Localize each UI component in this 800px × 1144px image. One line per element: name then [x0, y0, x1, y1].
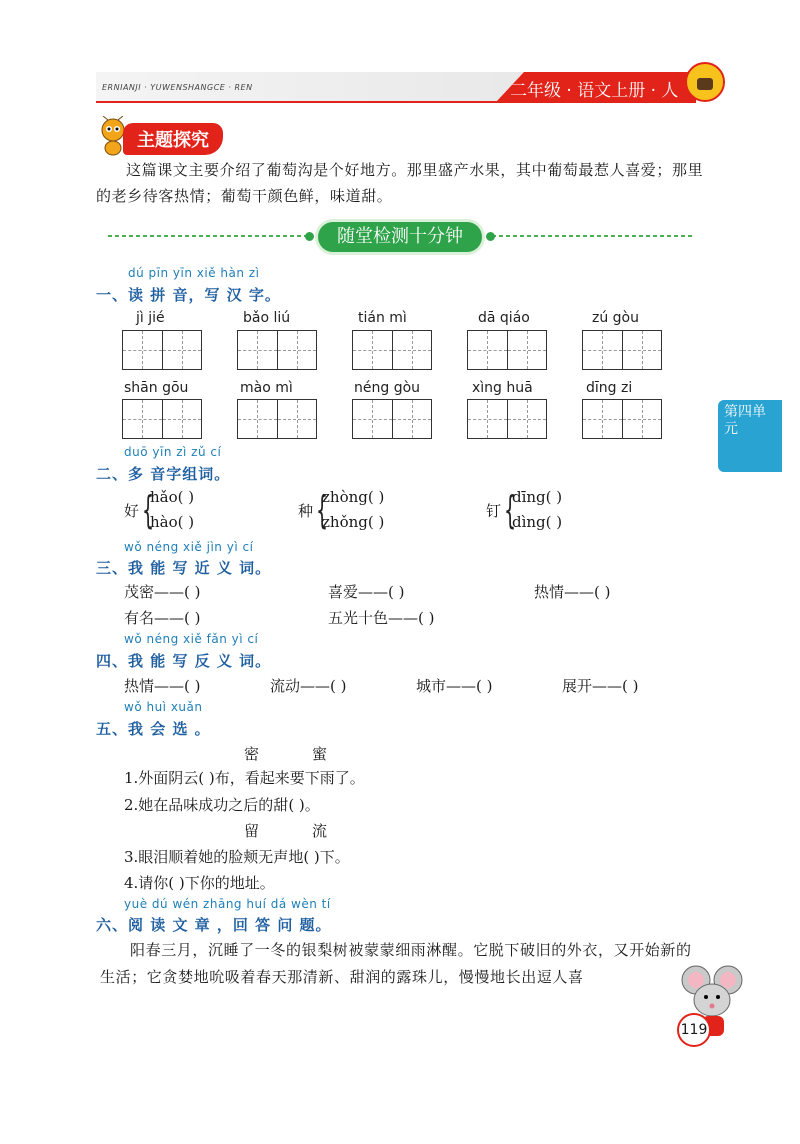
- s2-char: 好: [124, 502, 140, 520]
- brace-icon: {: [504, 488, 517, 532]
- synonym-item[interactable]: 茂密——( ): [124, 583, 201, 601]
- writing-grid[interactable]: [122, 399, 202, 439]
- reading-passage: 阳春三月，沉睡了一冬的银梨树被蒙蒙细雨淋醒。它脱下破旧的外衣，又开始新的生活；它贪婪地吮吸着春天那清新、甜润的露珠儿，慢慢地长出逗人喜: [100, 941, 692, 986]
- writing-grid[interactable]: [582, 330, 662, 370]
- fill-sentence[interactable]: 1.外面阴云( )布，看起来要下雨了。: [124, 769, 365, 787]
- s1-pinyin-label: tián mì: [358, 310, 407, 326]
- s5-pinyin: wǒ huì xuǎn: [124, 700, 203, 714]
- header-grade-text: 二年级 · 语文上册 · 人: [510, 81, 679, 101]
- writing-grid[interactable]: [352, 399, 432, 439]
- s2-reading[interactable]: zhǒng( ): [322, 513, 385, 531]
- synonym-item[interactable]: 有名——( ): [124, 609, 201, 627]
- fill-sentence[interactable]: 3.眼泪顺着她的脸颊无声地( )下。: [124, 848, 350, 866]
- s2-reading[interactable]: hào( ): [150, 513, 195, 531]
- writing-grid[interactable]: [122, 330, 202, 370]
- choice-char: 流: [312, 822, 328, 840]
- s4-pinyin: wǒ néng xiě fǎn yì cí: [124, 632, 259, 646]
- section-banner: 随堂检测十分钟: [318, 222, 482, 252]
- writing-grid[interactable]: [467, 330, 547, 370]
- s1-pinyin-label: zú gòu: [592, 310, 639, 326]
- s3-title: 三、我 能 写 近 义 词。: [96, 559, 272, 577]
- antonym-item[interactable]: 热情——( ): [124, 677, 201, 695]
- writing-grid[interactable]: [352, 330, 432, 370]
- s1-pinyin: dú pīn yīn xiě hàn zì: [128, 266, 260, 280]
- fill-sentence[interactable]: 4.请你( )下你的地址。: [124, 874, 275, 892]
- s2-reading[interactable]: zhòng( ): [322, 488, 385, 506]
- s3-pinyin: wǒ néng xiě jìn yì cí: [124, 540, 254, 554]
- banner-right-line: [492, 235, 692, 237]
- s1-pinyin-label: mào mì: [240, 380, 293, 396]
- antonym-item[interactable]: 城市——( ): [416, 677, 493, 695]
- s1-title: 一、读 拼 音，写 汉 字。: [96, 286, 281, 304]
- s1-pinyin-label: néng gòu: [354, 380, 421, 396]
- banner-left-dot: [305, 232, 314, 241]
- s2-title: 二、多 音字组词。: [96, 465, 231, 483]
- banner-left-line: [108, 235, 308, 237]
- unit-side-tab: 第四单元: [718, 400, 782, 472]
- s1-pinyin-label: xìng huā: [472, 380, 533, 396]
- s2-reading[interactable]: dīng( ): [512, 488, 563, 506]
- header-series-text: ERNIANJI · YUWENSHANGCE · REN: [102, 83, 253, 92]
- theme-badge: 主题探究: [123, 123, 223, 155]
- synonym-item[interactable]: 五光十色——( ): [328, 609, 435, 627]
- s1-pinyin-label: dīng zi: [586, 380, 633, 396]
- s5-title: 五、我 会 选 。: [96, 720, 211, 738]
- choice-char: 密: [244, 745, 260, 763]
- s2-pinyin: duō yīn zì zǔ cí: [124, 445, 222, 459]
- header-rule: [96, 101, 696, 103]
- s6-pinyin: yuè dú wén zhāng huí dá wèn tí: [124, 897, 331, 911]
- s4-title: 四、我 能 写 反 义 词。: [96, 652, 272, 670]
- banner-right-dot: [486, 232, 495, 241]
- s2-reading[interactable]: hǎo( ): [150, 488, 195, 506]
- s2-char: 钉: [486, 502, 502, 520]
- page-number: 119: [677, 1013, 711, 1047]
- s1-pinyin-label: bǎo liú: [243, 310, 291, 326]
- s1-pinyin-label: dā qiáo: [478, 310, 530, 326]
- s2-char: 种: [298, 502, 314, 520]
- s1-pinyin-label: jì jié: [136, 310, 165, 326]
- antonym-item[interactable]: 展开——( ): [562, 677, 639, 695]
- logo-emblem-icon: [697, 78, 713, 90]
- s1-pinyin-label: shān gōu: [124, 380, 189, 396]
- antonym-item[interactable]: 流动——( ): [270, 677, 347, 695]
- fill-sentence[interactable]: 2.她在品味成功之后的甜( )。: [124, 796, 320, 814]
- choice-char: 留: [244, 822, 260, 840]
- writing-grid[interactable]: [237, 399, 317, 439]
- choice-char: 蜜: [312, 745, 328, 763]
- s2-reading[interactable]: dìng( ): [512, 513, 563, 531]
- writing-grid[interactable]: [467, 399, 547, 439]
- synonym-item[interactable]: 喜爱——( ): [328, 583, 405, 601]
- writing-grid[interactable]: [582, 399, 662, 439]
- brace-icon: {: [316, 488, 329, 532]
- brace-icon: {: [142, 488, 155, 532]
- theme-text: 这篇课文主要介绍了葡萄沟是个好地方。那里盛产水果，其中葡萄最惹人喜爱；那里的老乡待客热情；葡萄干颜色鲜，味道甜。: [96, 161, 704, 205]
- s6-title: 六、阅 读 文 章 ，回 答 问 题。: [96, 916, 332, 934]
- synonym-item[interactable]: 热情——( ): [534, 583, 611, 601]
- writing-grid[interactable]: [237, 330, 317, 370]
